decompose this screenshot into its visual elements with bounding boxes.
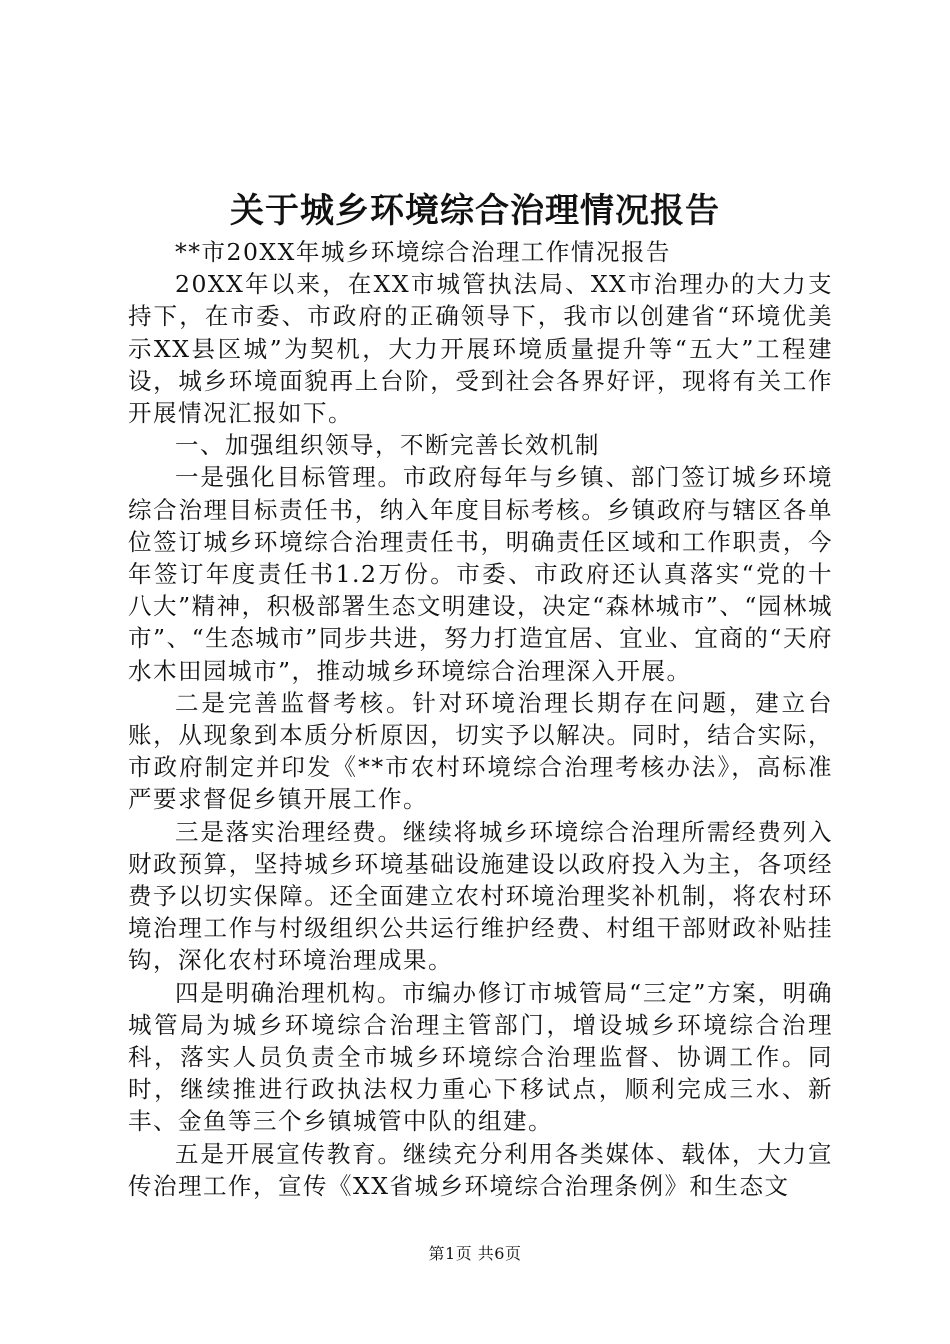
page-footer: 第1页 共6页 (428, 1244, 522, 1263)
body-paragraph-supervision: 二是完善监督考核。针对环境治理长期存在问题，建立台账，从现象到本质分析原因，切实予以解决。同时，结合实际，市政府制定并印发《**市农村环境综合治理考核办法》，高标准严要求督促乡镇开展工作。 (128, 688, 833, 814)
body-paragraph-publicity: 五是开展宣传教育。继续充分利用各类媒体、载体，大力宣传治理工作，宣传《XX省城乡环境综合治理条例》和生态文 (128, 1139, 833, 1200)
section-heading-1: 一、加强组织领导，不断完善长效机制 (175, 431, 600, 460)
body-paragraph-institutions: 四是明确治理机构。市编办修订市城管局“三定”方案，明确城管局为城乡环境综合治理主管部门，增设城乡环境综合治理科，落实人员负责全市城乡环境综合治理监督、协调工作。同时，继续推进行政执法权力重心下移试点，顺利完成三水、新丰、金鱼等三个乡镇城管中队的组建。 (128, 978, 833, 1136)
body-paragraph-intro: 20XX年以来，在XX市城管执法局、XX市治理办的大力支持下，在市委、市政府的正确领导下，我市以创建省“环境优美示XX县区城”为契机，大力开展环境质量提升等“五大”工程建设，城乡环境面貌再上台阶，受到社会各界好评，现将有关工作开展情况汇报如下。 (128, 270, 833, 428)
body-paragraph-funding: 三是落实治理经费。继续将城乡环境综合治理所需经费列入财政预算，坚持城乡环境基础设施建设以政府投入为主，各项经费予以切实保障。还全面建立农村环境治理奖补机制，将农村环境治理工作与村级组织公共运行维护经费、村组干部财政补贴挂钩，深化农村环境治理成果。 (128, 817, 833, 975)
body-paragraph-target-management: 一是强化目标管理。市政府每年与乡镇、部门签订城乡环境综合治理目标责任书，纳入年度目标考核。乡镇政府与辖区各单位签订城乡环境综合治理责任书，明确责任区域和工作职责，今年签订年度责任书1.2万份。市委、市政府还认真落实“党的十八大”精神，积极部署生态文明建设，决定“森林城市”、“园林城市”、“生态城市”同步共进，努力打造宜居、宜业、宜商的“天府水木田园城市”，推动城乡环境综合治理深入开展。 (128, 463, 833, 685)
document-title: 关于城乡环境综合治理情况报告 (230, 191, 720, 231)
document-body (128, 236, 833, 1202)
body-paragraph-subtitle: **市20XX年城乡环境综合治理工作情况报告 (175, 238, 671, 266)
